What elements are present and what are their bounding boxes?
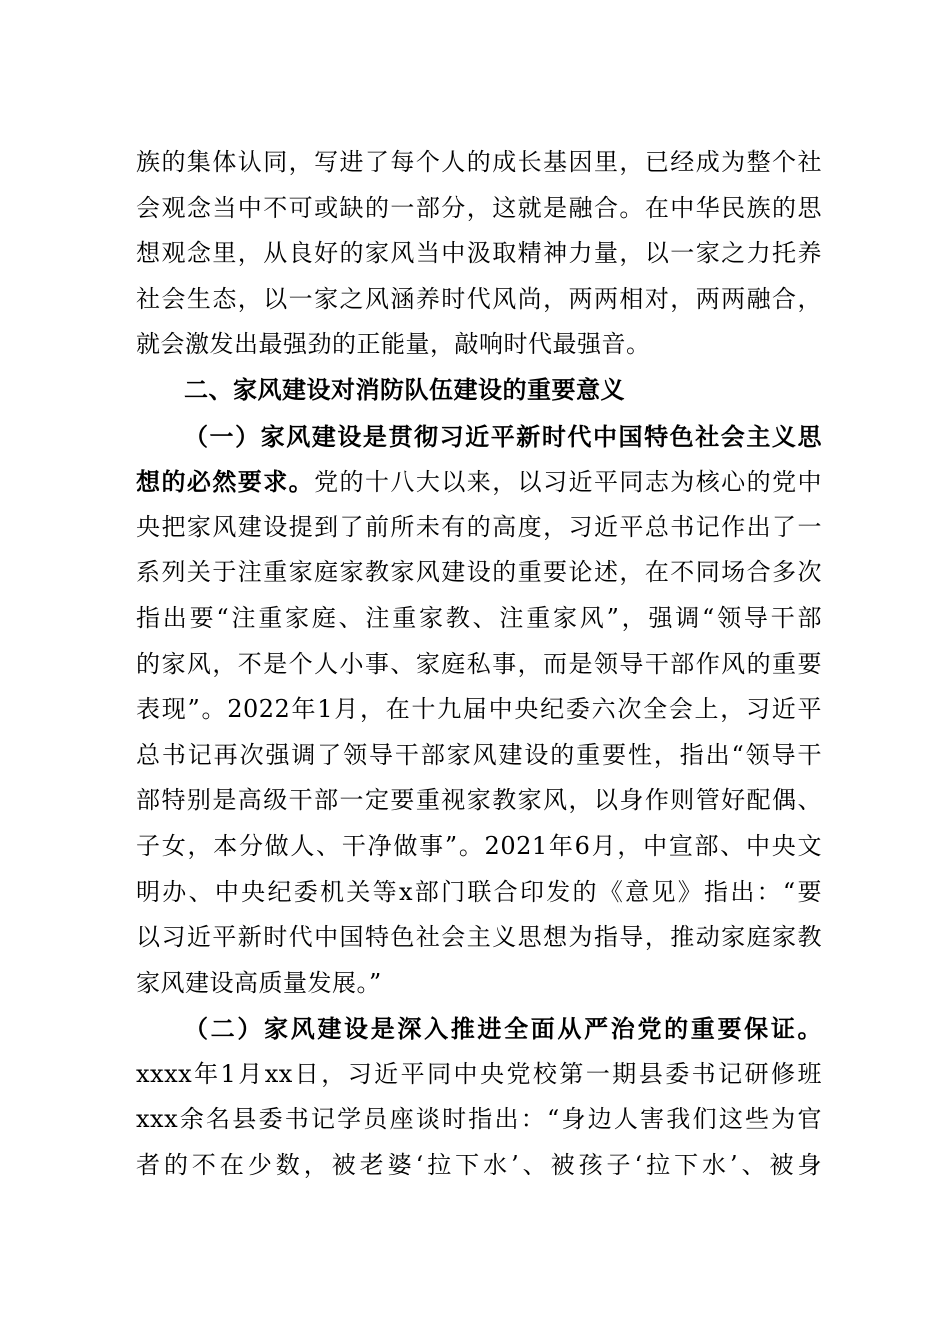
text-line: 表现”。2022年1月，在十九届中央纪委六次全会上，习近平 <box>136 695 822 724</box>
text-line: 明办、中央纪委机关等x部门联合印发的《意见》指出：“要 <box>136 877 822 906</box>
text-line: xxx余名县委书记学员座谈时指出：“身边人害我们这些为官 <box>136 1105 822 1134</box>
text-line: xxxx年1月xx日，习近平同中央党校第一期县委书记研修班 <box>136 1059 822 1088</box>
text-line: 系列关于注重家庭家教家风建设的重要论述，在不同场合多次 <box>136 558 822 587</box>
subsection-heading: （一）家风建设是贯彻习近平新时代中国特色社会主义思 <box>184 421 822 451</box>
text-line: 族的集体认同，写进了每个人的成长基因里，已经成为整个社 <box>136 148 822 176</box>
text-line: 以习近平新时代中国特色社会主义思想为指导，推动家庭家教 <box>136 923 822 952</box>
section-heading: 二、家风建设对消防队伍建设的重要意义 <box>184 375 625 404</box>
text-line: 想观念里，从良好的家风当中汲取精神力量，以一家之力托养 <box>136 239 822 268</box>
text-line: 就会激发出最强劲的正能量，敲响时代最强音。 <box>136 330 651 359</box>
subsection-heading-continued: 想的必然要求。 <box>136 467 315 497</box>
text-line: 指出要“注重家庭、注重家教、注重家风”，强调“领导干部 <box>136 603 822 632</box>
text-line <box>136 459 822 505</box>
text-line: 子女，本分做人、干净做事”。2021年6月，中宣部、中央文 <box>136 831 822 860</box>
text-line: 社会生态，以一家之风涵养时代风尚，两两相对，两两融合， <box>136 284 822 313</box>
text-span: 党的十八大以来，以习近平同志为核心的党中 <box>314 468 822 497</box>
document-body <box>136 140 822 1189</box>
text-line: 者的不在少数，被老婆‘拉下水’、被孩子‘拉下水’、被身 <box>136 1151 822 1180</box>
subsection-heading: （二）家风建设是深入推进全面从严治党的重要保证。 <box>184 1014 822 1044</box>
text-line: 部特别是高级干部一定要重视家教家风，以身作则管好配偶、 <box>136 786 822 815</box>
text-line: 总书记再次强调了领导干部家风建设的重要性，指出“领导干 <box>136 740 822 769</box>
text-line: 家风建设高质量发展。” <box>136 968 382 997</box>
text-line: 的家风，不是个人小事、家庭私事，而是领导干部作风的重要 <box>136 649 822 678</box>
text-line: 会观念当中不可或缺的一部分，这就是融合。在中华民族的思 <box>136 193 822 222</box>
text-line: 央把家风建设提到了前所未有的高度，习近平总书记作出了一 <box>136 512 822 541</box>
